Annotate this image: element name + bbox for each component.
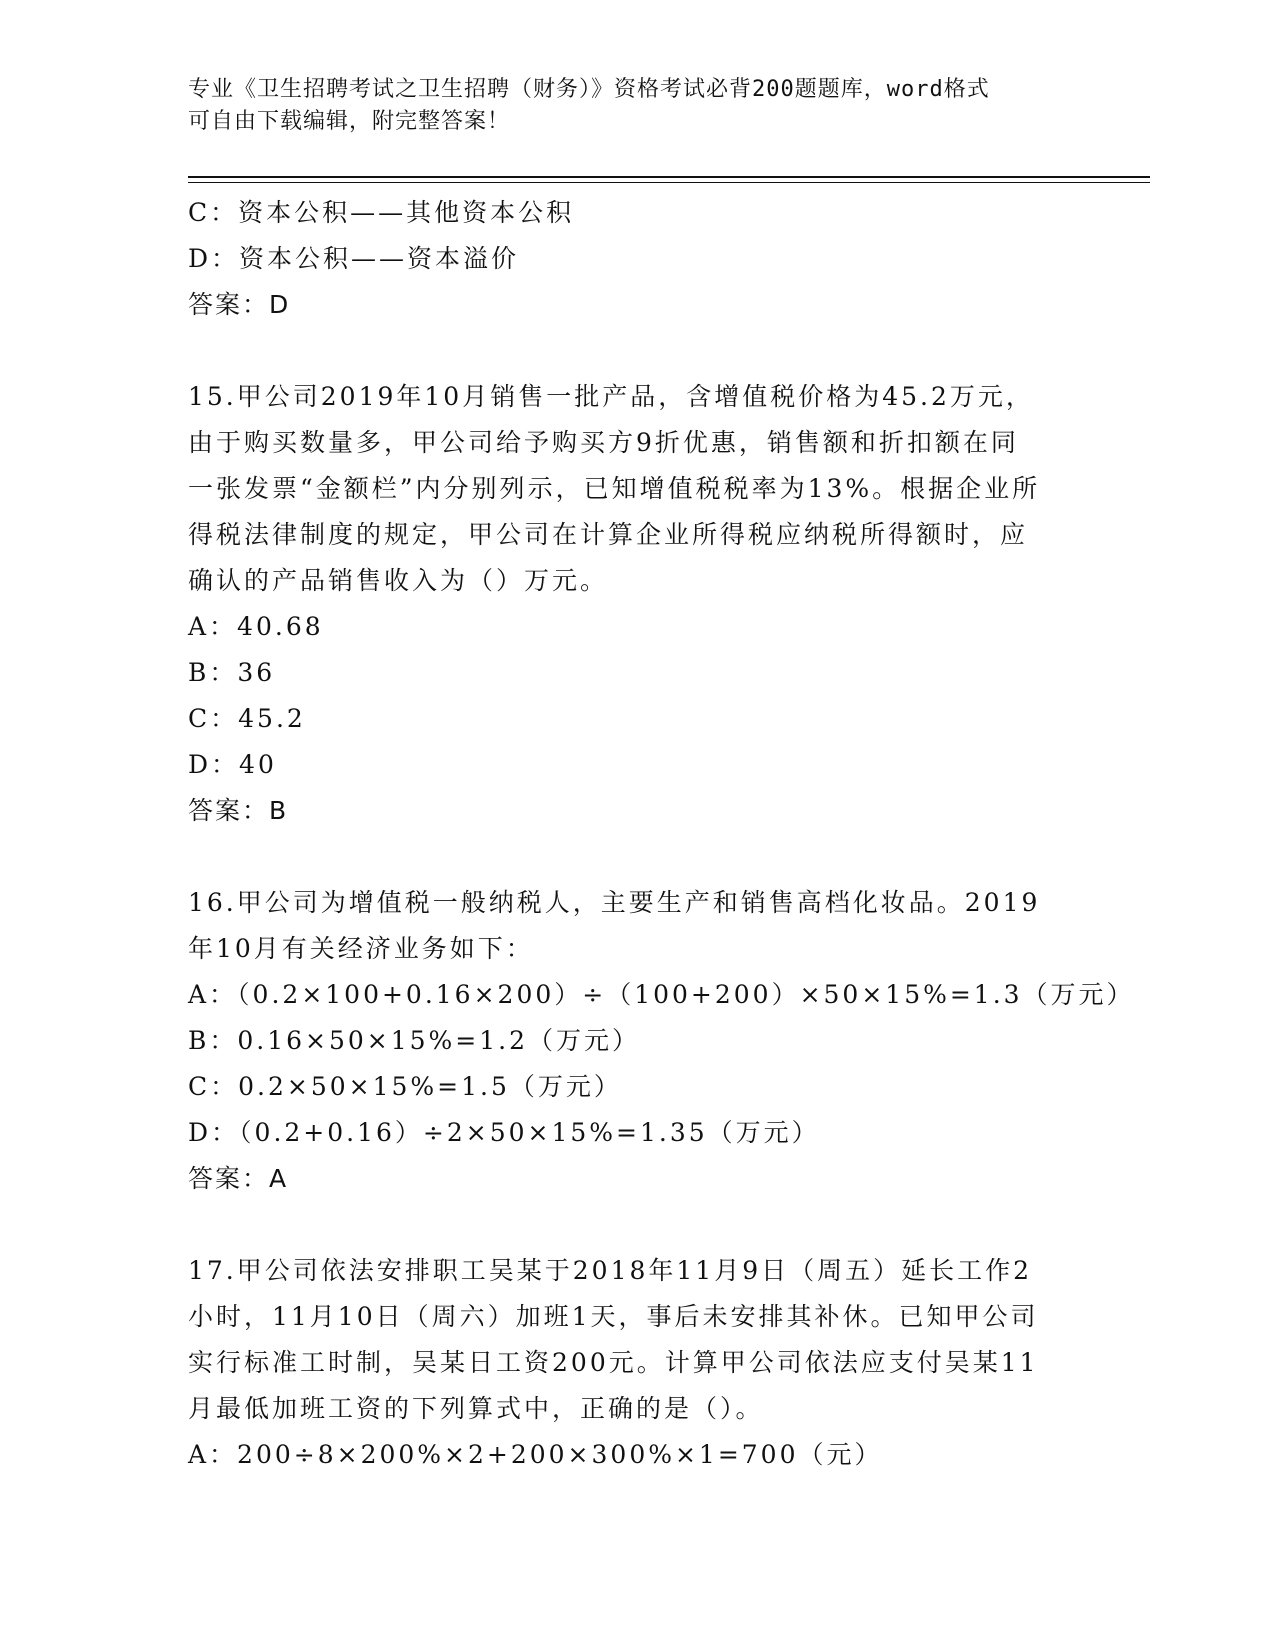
question-stem-line: 16.甲公司为增值税一般纳税人，主要生产和销售高档化妆品。2019 <box>188 888 1041 917</box>
option-b: B：0.16×50×15%=1.2（万元） <box>188 1026 641 1055</box>
option-c: C：0.2×50×15%=1.5（万元） <box>188 1072 622 1101</box>
spacer <box>188 834 1088 880</box>
question-stem-line: 小时，11月10日（周六）加班1天，事后未安排其补休。已知甲公司 <box>188 1302 1039 1331</box>
header-rule-thin <box>188 182 1150 183</box>
answer-line: 答案：D <box>188 290 291 319</box>
option-c: C：资本公积——其他资本公积 <box>188 198 575 227</box>
question-stem-line: 一张发票“金额栏”内分别列示，已知增值税税率为13%。根据企业所 <box>188 474 1041 503</box>
question-17 <box>188 1248 1088 1478</box>
option-d: D：资本公积——资本溢价 <box>188 244 520 273</box>
answer-line: 答案：A <box>188 1164 289 1193</box>
question-stem-line: 15.甲公司2019年10月销售一批产品，含增值税价格为45.2万元， <box>188 382 1034 411</box>
header-line-2: 可自由下载编辑，附完整答案！ <box>188 109 511 134</box>
answer-line: 答案：B <box>188 796 289 825</box>
question-14-tail <box>188 190 1088 328</box>
question-stem-line: 确认的产品销售收入为（）万元。 <box>188 566 609 595</box>
question-16 <box>188 880 1135 1202</box>
question-stem-line: 得税法律制度的规定，甲公司在计算企业所得税应纳税所得额时，应 <box>188 520 1029 549</box>
option-d: D：40 <box>188 750 277 779</box>
option-d: D：（0.2+0.16）÷2×50×15%=1.35（万元） <box>188 1118 820 1147</box>
header-line-1: 专业《卫生招聘考试之卫生招聘（财务）》资格考试必背200题题库，word格式 <box>188 77 990 102</box>
option-a: A：200÷8×200%×2+200×300%×1=700（元） <box>188 1440 883 1469</box>
question-stem-line: 17.甲公司依法安排职工吴某于2018年11月9日（周五）延长工作2 <box>188 1256 1033 1285</box>
header-rule-thick <box>188 176 1150 178</box>
spacer <box>188 328 1088 374</box>
question-stem-line: 年10月有关经济业务如下： <box>188 934 534 963</box>
document-header <box>188 74 1088 138</box>
question-15 <box>188 374 1088 834</box>
option-b: B：36 <box>188 658 276 687</box>
question-list <box>188 190 1135 1478</box>
option-a: A：40.68 <box>188 612 324 641</box>
question-stem-line: 由于购买数量多，甲公司给予购买方9折优惠，销售额和折扣额在同 <box>188 428 1019 457</box>
option-a: A：（0.2×100+0.16×200）÷（100+200）×50×15%=1.3（万元） <box>188 980 1135 1009</box>
question-stem-line: 实行标准工时制，吴某日工资200元。计算甲公司依法应支付吴某11 <box>188 1348 1039 1377</box>
question-stem-line: 月最低加班工资的下列算式中，正确的是（）。 <box>188 1394 764 1423</box>
spacer <box>188 1202 1088 1248</box>
option-c: C：45.2 <box>188 704 306 733</box>
